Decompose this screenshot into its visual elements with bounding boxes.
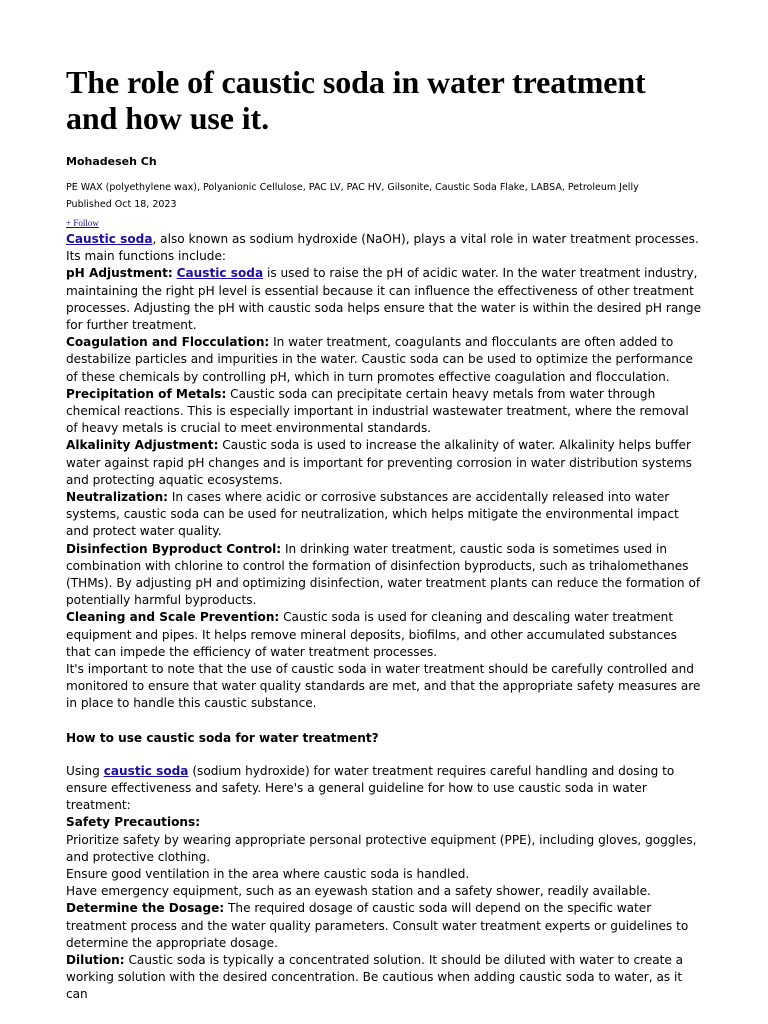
caustic-soda-link[interactable]: caustic soda [103,763,189,778]
author-name[interactable]: Mohadeseh Ch [66,155,157,168]
caustic-soda-link[interactable]: Caustic soda [66,232,153,246]
article-title: The role of caustic soda in water treatment and how use it. [66,64,646,136]
author-tagline: PE WAX (polyethylene wax), Polyanionic Cellulose, PAC LV, PAC HV, Gilsonite, Caustic Soda Flake, LABSA, Petroleum Jelly [66,182,639,193]
dosage-paragraph: Determine the Dosage: The required dosage of caustic soda will depend on the specific water treatment process and the water quality parameters. Consult water treatment experts or guidelines to determine the appropriate dosage. [66,901,689,950]
safety-heading: Safety Precautions: [66,815,201,830]
function-cleaning: Cleaning and Scale Prevention: Caustic soda is used for cleaning and descaling water treatment equipment and pipes. It helps remove mineral deposits, biofilms, and other accumulated substances that can impede the efficiency of water treatment processes. [66,610,677,659]
howto-heading: How to use caustic soda for water treatment? [66,730,379,745]
published-date: Published Oct 18, 2023 [66,199,177,210]
function-neutralization: Neutralization: In cases where acidic or corrosive substances are accidentally released into water systems, caustic soda can be used for neutralization, which helps mitigate the environmental impact and protect water quality. [66,490,679,539]
dilution-paragraph: Dilution: Caustic soda is typically a concentrated solution. It should be diluted with water to create a working solution with the desired concentration. Be cautious when adding caustic soda to water, as it can [66,952,684,1002]
function-metals: Precipitation of Metals: Caustic soda can precipitate certain heavy metals from water through chemical reactions. This is especially important in industrial wastewater treatment, where the removal of heavy metals is crucial to meet environmental standards. [66,386,689,436]
function-coagulation: Coagulation and Flocculation: In water treatment, coagulants and flocculants are often added to destabilize particles and impurities in the water. Caustic soda can be used to optimize the performance of these chemicals by controlling pH, which in turn promotes effective coagulation and flocculation. [66,335,693,384]
article-body [66,231,702,1004]
safety-item: Prioritize safety by wearing appropriate personal protective equipment (PPE), including gloves, goggles, and protective clothing. [66,832,697,864]
function-alkalinity: Alkalinity Adjustment: Caustic soda is used to increase the alkalinity of water. Alkalinity helps buffer water against rapid pH changes and is important for preventing corrosion in water distribution systems and protecting aquatic ecosystems. [66,438,692,487]
follow-link[interactable]: + Follow [66,218,99,228]
safety-item: Ensure good ventilation in the area where caustic soda is handled. [66,866,470,881]
function-disinfection: Disinfection Byproduct Control: In drinking water treatment, caustic soda is sometimes used in combination with chlorine to control the formation of disinfection byproducts, such as trihalomethanes (THMs). By adjusting pH and optimizing disinfection, water treatment plants can reduce the formation of potentially harmful byproducts. [66,541,701,608]
intro-paragraph: Caustic soda, also known as sodium hydroxide (NaOH), plays a vital role in water treatment processes. Its main functions include: [66,232,699,264]
caustic-soda-link[interactable]: Caustic soda [176,266,264,281]
closing-paragraph: It's important to note that the use of caustic soda in water treatment should be carefully controlled and monitored to ensure that water quality standards are met, and that the appropriate safety measures are in place to handle this caustic substance. [66,662,701,711]
safety-item: Have emergency equipment, such as an eyewash station and a safety shower, readily available. [66,884,651,899]
function-ph: pH Adjustment: Caustic soda is used to raise the pH of acidic water. In the water treatment industry, maintaining the right pH level is essential because it can influence the effectiveness of other treatment processes. Adjusting the pH with caustic soda helps ensure that the water is within the desired pH range for further treatment. [66,266,702,333]
howto-intro: Using caustic soda (sodium hydroxide) for water treatment requires careful handling and dosing to ensure effectiveness and safety. Here's a general guideline for how to use caustic soda in water treatment: [66,763,675,813]
